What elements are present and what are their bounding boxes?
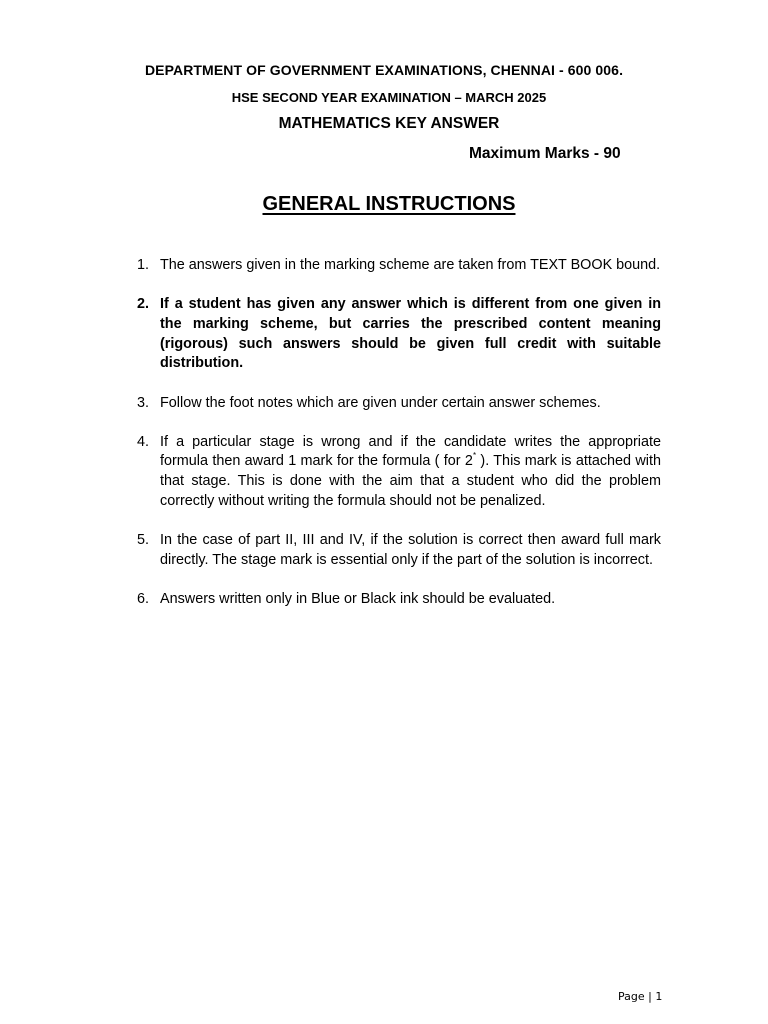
instructions-list (136, 256, 661, 629)
instruction-item-3 (136, 394, 661, 414)
instruction-item-2 (136, 295, 661, 374)
instruction-text: The answers given in the marking scheme are taken from TEXT BOOK bound. (160, 257, 661, 273)
maximum-marks: Maximum Marks - 90 (469, 145, 621, 162)
instruction-item-4 (136, 433, 661, 512)
section-heading: GENERAL INSTRUCTIONS (262, 193, 516, 215)
instruction-text: Follow the foot notes which are given under certain answer schemes. (160, 394, 601, 411)
instruction-number: 2. (137, 296, 150, 313)
department-title: DEPARTMENT OF GOVERNMENT EXAMINATIONS, CHENNAI - 600 006. (144, 62, 624, 78)
instruction-text: Answers written only in Blue or Black ink should be evaluated. (160, 590, 556, 607)
page-number: Page | 1 (618, 990, 663, 1003)
instruction-item-1 (136, 256, 661, 276)
instruction-number: 5. (137, 532, 150, 549)
instruction-text-before: If a particular stage is wrong and if the candidate writes the appropriate formula then award 1 mark for the formula ( for 2 (160, 433, 661, 470)
instruction-text: In the case of part II, III and IV, if the solution is correct then award full mark directly. The stage mark is essential only if the part of the solution is incorrect. (160, 532, 661, 568)
instruction-number: 4. (137, 433, 150, 450)
instruction-number: 6. (137, 590, 150, 607)
subject-title: MATHEMATICS KEY ANSWER (278, 115, 500, 132)
instruction-item-6 (136, 590, 661, 610)
instruction-text-after: ). This mark is attached with that stage. This is done with the aim that a student who did the problem correctly without writing the formula should not be penalized. (160, 453, 661, 509)
instruction-text: If a student has given any answer which is different from one given in the marking scheme, but carries the prescribed content meaning (rigorous) such answers should be given full credit with suitable distribution. (160, 296, 661, 372)
instruction-number: 1. (137, 257, 150, 273)
instruction-item-5 (136, 531, 661, 570)
exam-title: HSE SECOND YEAR EXAMINATION – MARCH 2025 (231, 90, 547, 105)
instruction-number: 3. (137, 394, 150, 411)
superscript-asterisk: * (472, 451, 477, 461)
